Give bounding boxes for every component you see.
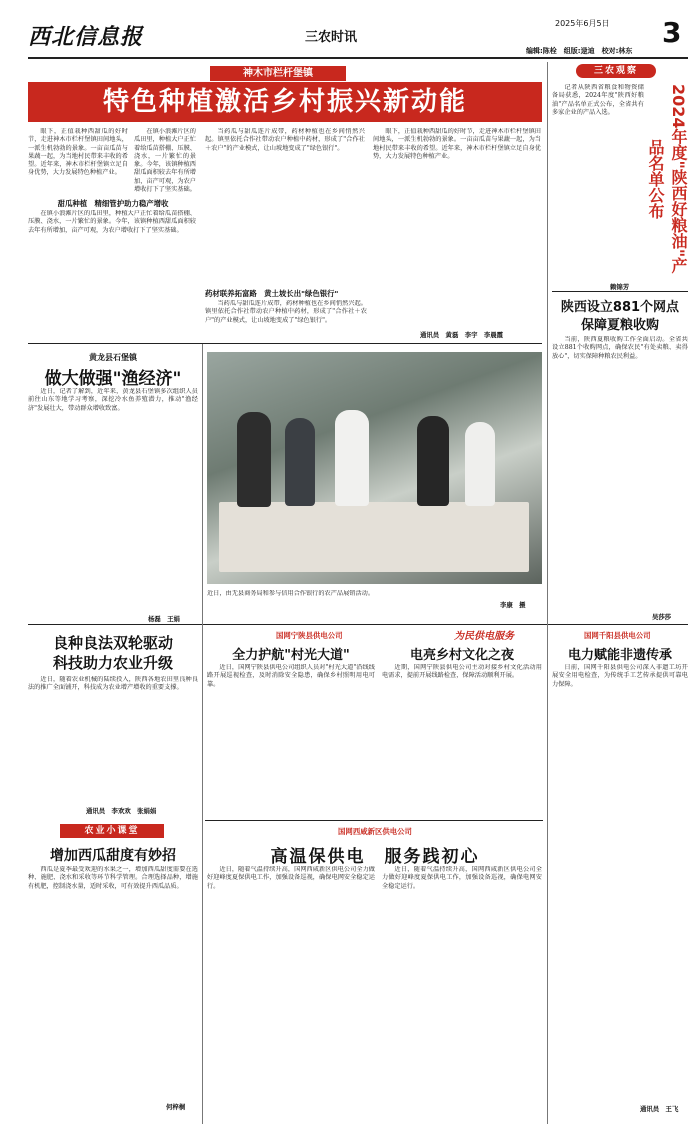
right-column-label: 三农观察 <box>576 64 656 78</box>
right-headline-2a: 陕西设立881个网点 <box>560 300 680 315</box>
science-byline: 通讯员 李欢欢 张娟娟 <box>86 807 157 815</box>
column-label: 农业小课堂 <box>60 824 164 838</box>
grid-right-byline: 通讯员 王飞 <box>640 1105 679 1113</box>
lead-column-5: 眼下，正值栽种西甜瓜的好时节，走进神木市栏杆堡镇田间地头，一派生机勃勃的景象。一亩亩瓜苗与果蔬一起，为当地村民带来丰收的希望。近年来，神木市栏杆堡镇立足自身优势，大力发展特色种植产业。 <box>373 128 541 160</box>
feature-byline: 杨磊 王娟 <box>148 615 180 623</box>
column-body: 西瓜是夏季最受欢迎的水果之一，增加西瓜甜度需要在选种、施肥、浇水和采收等环节科学管理。合理选择品种，增施有机肥，控制浇水量，适时采收，可有效提升西瓜品质。 <box>28 866 198 890</box>
column-byline: 何梓桐 <box>166 1103 186 1111</box>
photo-person <box>285 418 315 506</box>
column-divider <box>202 344 203 1124</box>
feature-headline: 做大做强"渔经济" <box>44 369 182 389</box>
news-photo <box>207 352 542 584</box>
staff-line: 编辑:陈栓 组版:逯迪 校对:林东 <box>526 47 633 55</box>
grid-left-body: 近日，国网宁陕县供电公司组织人员对"村光大道"沿线线路开展巡视检查，及时消除安全隐患，确保乡村照明用电可靠。 <box>207 664 375 688</box>
feature-kicker: 黄龙县石堡镇 <box>89 353 137 362</box>
photo-person <box>335 410 369 506</box>
lead-column-2: 在镇小浪滩片区的瓜田里，种植大户正忙着给瓜苗搭棚、压膜、浇水，一片繁忙的景象。今年，该镇种植西甜瓜面积较去年有所增加，亩产可观，为农户增收打下了坚实基础。 <box>28 210 196 234</box>
grid-band-label: 国网宁陕县供电公司 <box>276 631 343 640</box>
grid-middle-headline: 电亮乡村文化之夜 <box>409 648 514 663</box>
page-number: 3 <box>662 16 682 49</box>
right-rule-1 <box>552 291 688 292</box>
lead-bottom-rule <box>28 343 542 344</box>
right-byline-1: 赖锦芳 <box>610 283 630 291</box>
science-body: 近日，随着农业机械的陆续投入，陕西各地农田里良种良法的推广全面铺开，科技成为农业增产增收的重要支撑。 <box>28 676 198 692</box>
grid-bottom-rule <box>205 820 543 821</box>
right-intro: 记者从陕西省粮食和物资储备局获悉，2024年度"陕西好粮油"产品名单正式公布，全省共有多家企业的产品入选。 <box>552 84 644 116</box>
grid-bottom-body-1: 近日，随着气温持续升高，国网西咸新区供电公司全力做好迎峰度夏保供电工作，加强设备巡视，确保电网安全稳定运行。 <box>207 866 375 890</box>
feature-body: 近日，记者了解到，近年来，黄龙县石堡镇多次组织人员前往山东等地学习考察，深挖冷水鱼养殖潜力，推动"渔经济"发展壮大，带动群众增收致富。 <box>28 388 198 412</box>
lead-kicker: 神木市栏杆堡镇 <box>210 66 346 81</box>
column-divider <box>547 62 548 1124</box>
grid-bottom-label: 国网西咸新区供电公司 <box>338 827 412 836</box>
grid-band-rule <box>205 624 688 625</box>
photo-person <box>417 416 449 506</box>
photo-caption: 近日，由无县商务局和参与信用合作银行的农产品展销活动。 <box>207 590 375 597</box>
lead-column-1: 眼下，正值栽种西甜瓜的好时节，走进神木市栏杆堡镇田间地头，一派生机勃勃的景象。一亩亩瓜苗与果蔬一起，为当地村民带来丰收的希望。近年来，神木市栏杆堡镇立足自身优势，大力发展特色种植产业。 <box>28 128 128 177</box>
masthead-rule <box>28 57 688 59</box>
lead-column-2b: 在镇小浪滩片区的瓜田里，种植大户正忙着给瓜苗搭棚、压膜、浇水，一片繁忙的景象。今年，该镇种植西甜瓜面积较去年有所增加，亩产可观，为农户增收打下了坚实基础。 <box>134 128 196 194</box>
grid-bottom-headline: 高温保供电 服务践初心 <box>270 847 480 867</box>
right-vertical-headline: 2024年度"陕西好粮油"产品名单公布 <box>646 84 688 274</box>
grid-left-headline: 全力护航"村光大道" <box>232 648 350 663</box>
photo-table <box>219 502 529 572</box>
science-headline-2: 科技助力农业升级 <box>52 654 173 672</box>
issue-date: 2025年6月5日 <box>555 19 610 28</box>
lead-subheading-1: 甜瓜种植 精细管护助力稳产增收 <box>57 199 169 208</box>
right-body-2: 当前，陕西夏粮收购工作全面启动。全省共设立881个收购网点，确保农民"有处卖粮、卖得放心"，切实保障种粮农民利益。 <box>552 336 688 360</box>
lead-subheading-2: 药材联养拓富路 黄土坡长出"绿色银行" <box>205 289 339 298</box>
lead-headline-banner: 特色种植激活乡村振兴新动能 <box>28 82 542 122</box>
lead-column-3: 当药瓜与甜瓜连片成带，药材种植也在乡间悄然兴起。镇里依托合作社带动农户种植中药材，形成了"合作社＋农户"的产业模式，让山坡地变成了"绿色银行"。 <box>205 128 365 152</box>
photo-person <box>465 422 495 506</box>
grid-band-brand: 为民供电服务 <box>454 631 514 642</box>
lead-column-4: 当药瓜与甜瓜连片成带，药材种植也在乡间悄然兴起。镇里依托合作社带动农户种植中药材，形成了"合作社＋农户"的产业模式，让山坡地变成了"绿色银行"。 <box>205 300 367 324</box>
lead-byline: 通讯员 黄磊 李宇 李晨霞 <box>420 331 504 339</box>
science-headline-1: 良种良法双轮驱动 <box>52 634 173 652</box>
column-headline: 增加西瓜甜度有妙招 <box>50 848 176 864</box>
right-byline-2: 吴莎莎 <box>652 613 672 621</box>
photo-credit: 李康 摄 <box>500 601 526 609</box>
photo-person <box>237 412 271 507</box>
masthead-logo: 西北信息报 <box>28 24 144 50</box>
right-headline-2b: 保障夏粮收购 <box>580 318 659 333</box>
grid-right-label: 国网千阳县供电公司 <box>584 631 651 640</box>
grid-bottom-body-2: 近日，随着气温持续升高，国网西咸新区供电公司全力做好迎峰度夏保供电工作，加强设备巡视，确保电网安全稳定运行。 <box>382 866 542 890</box>
grid-right-headline: 电力赋能非遗传承 <box>567 648 672 663</box>
grid-right-body: 日前，国网千阳县供电公司深入非遗工坊开展安全用电检查，为传统手工艺传承提供可靠电力保障。 <box>552 664 688 688</box>
grid-middle-body: 近期，国网宁陕县供电公司主动对接乡村文化活动用电需求，提前开展线路检查，保障活动顺利开展。 <box>382 664 542 680</box>
section-title: 三农时讯 <box>305 30 358 45</box>
